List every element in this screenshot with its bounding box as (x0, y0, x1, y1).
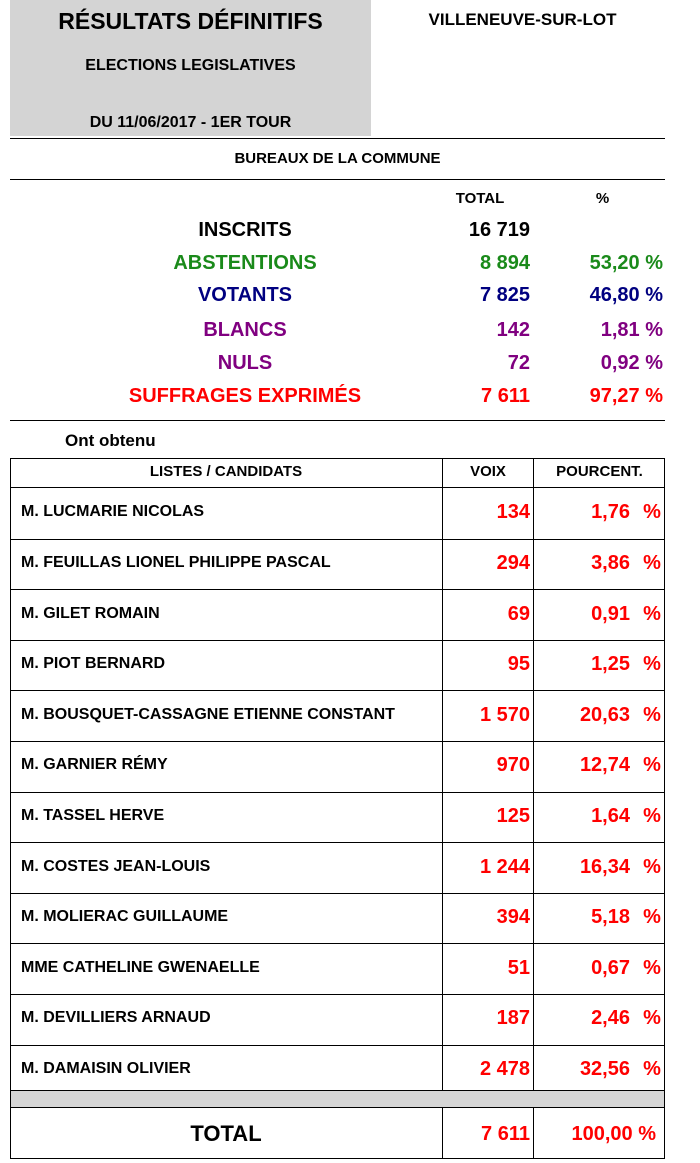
candidate-pct: 0,91 (591, 602, 630, 625)
candidate-pct: 1,64 (591, 804, 630, 827)
row-divider (10, 893, 665, 894)
row-divider (10, 741, 665, 742)
page-title: RÉSULTATS DÉFINITIFS (58, 8, 323, 34)
row-divider (10, 690, 665, 691)
row-divider (10, 1090, 665, 1091)
header-voix: VOIX (470, 463, 506, 480)
blancs-total: 142 (496, 319, 530, 341)
candidate-pct: 0,67 (591, 956, 630, 979)
inscrits-total: 16 719 (468, 219, 530, 241)
candidate-name: M. GILET ROMAIN (21, 604, 160, 622)
percent-sign: % (643, 501, 661, 524)
row-divider (10, 994, 665, 995)
nuls-label: NULS (217, 352, 273, 374)
exprimes-total: 7 611 (481, 385, 530, 407)
candidate-voix: 125 (496, 804, 530, 827)
percent-sign: % (643, 804, 661, 827)
candidate-name: M. MOLIERAC GUILLAUME (21, 908, 229, 926)
total-pct: 100,00 % (571, 1123, 656, 1145)
column-divider (442, 458, 443, 1159)
candidate-pct: 3,86 (591, 551, 630, 574)
candidate-pct: 16,34 (579, 855, 630, 878)
row-divider (10, 640, 665, 641)
candidate-pct: 1,76 (591, 501, 630, 524)
percent-sign: % (643, 906, 661, 929)
column-divider (533, 458, 534, 1159)
votants-label: VOTANTS (197, 284, 293, 306)
percent-sign: % (643, 653, 661, 676)
percent-sign: % (643, 551, 661, 574)
row-divider (10, 1045, 665, 1046)
candidate-name: M. FEUILLAS LIONEL PHILIPPE PASCAL (21, 553, 331, 571)
candidate-pct: 2,46 (591, 1007, 630, 1030)
candidate-name: M. BOUSQUET-CASSAGNE ETIENNE CONSTANT (21, 705, 395, 723)
percent-sign: % (643, 602, 661, 625)
header-pourcent: POURCENT. (556, 463, 643, 480)
percent-sign: % (643, 754, 661, 777)
candidate-pct: 12,74 (579, 754, 630, 777)
candidate-voix: 2 478 (479, 1057, 530, 1080)
candidate-voix: 95 (507, 653, 530, 676)
stats-total-header: TOTAL (455, 190, 505, 207)
row-divider (10, 1107, 665, 1108)
bureaux-label: BUREAUX DE LA COMMUNE (234, 150, 441, 167)
candidate-name: M. TASSEL HERVE (21, 806, 165, 824)
row-divider (10, 842, 665, 843)
candidate-voix: 394 (496, 906, 530, 929)
candidate-voix: 970 (496, 754, 530, 777)
candidate-voix: 187 (496, 1007, 530, 1030)
row-divider (10, 589, 665, 590)
candidate-voix: 1 570 (479, 703, 530, 726)
candidate-name: M. DEVILLIERS ARNAUD (21, 1009, 211, 1027)
percent-sign: % (643, 1057, 661, 1080)
nuls-pct: 0,92 % (600, 352, 663, 374)
percent-sign: % (643, 1007, 661, 1030)
row-divider (10, 487, 665, 488)
candidate-voix: 69 (507, 602, 530, 625)
ont-obtenu-label: Ont obtenu (65, 431, 156, 450)
election-date: DU 11/06/2017 - 1ER TOUR (89, 114, 292, 131)
candidate-name: M. GARNIER RÉMY (21, 756, 168, 774)
total-voix: 7 611 (481, 1123, 530, 1145)
stats-pct-header: % (595, 190, 610, 207)
candidate-name: M. COSTES JEAN-LOUIS (21, 857, 211, 875)
candidate-pct: 1,25 (591, 653, 630, 676)
inscrits-label: INSCRITS (198, 219, 292, 241)
abstentions-total: 8 894 (479, 252, 530, 274)
divider (10, 138, 665, 139)
candidate-pct: 20,63 (579, 703, 630, 726)
abstentions-label: ABSTENTIONS (173, 252, 317, 274)
row-divider (10, 792, 665, 793)
candidate-voix: 294 (496, 551, 530, 574)
commune-name: VILLENEUVE-SUR-LOT (428, 10, 617, 29)
blancs-label: BLANCS (203, 319, 287, 341)
election-type: ELECTIONS LEGISLATIVES (85, 57, 296, 74)
divider (10, 420, 665, 421)
candidate-voix: 51 (507, 956, 530, 979)
nuls-total: 72 (507, 352, 530, 374)
row-divider (10, 539, 665, 540)
candidate-name: MME CATHELINE GWENAELLE (21, 958, 260, 976)
row-divider (10, 943, 665, 944)
percent-sign: % (643, 703, 661, 726)
exprimes-label: SUFFRAGES EXPRIMÉS (128, 385, 362, 407)
percent-sign: % (643, 855, 661, 878)
candidate-voix: 1 244 (479, 855, 530, 878)
abstentions-pct: 53,20 % (589, 252, 663, 274)
candidate-pct: 5,18 (591, 906, 630, 929)
divider (10, 179, 665, 180)
exprimes-pct: 97,27 % (589, 385, 663, 407)
percent-sign: % (643, 956, 661, 979)
candidate-name: M. LUCMARIE NICOLAS (21, 503, 205, 521)
gray-band (11, 1091, 664, 1107)
header-candidats: LISTES / CANDIDATS (149, 463, 303, 480)
votants-total: 7 825 (479, 284, 530, 306)
candidate-name: M. DAMAISIN OLIVIER (21, 1059, 191, 1077)
total-label: TOTAL (190, 1121, 262, 1146)
candidate-name: M. PIOT BERNARD (21, 655, 165, 673)
blancs-pct: 1,81 % (600, 319, 663, 341)
votants-pct: 46,80 % (589, 284, 663, 306)
candidate-pct: 32,56 (579, 1057, 630, 1080)
candidate-voix: 134 (496, 501, 530, 524)
